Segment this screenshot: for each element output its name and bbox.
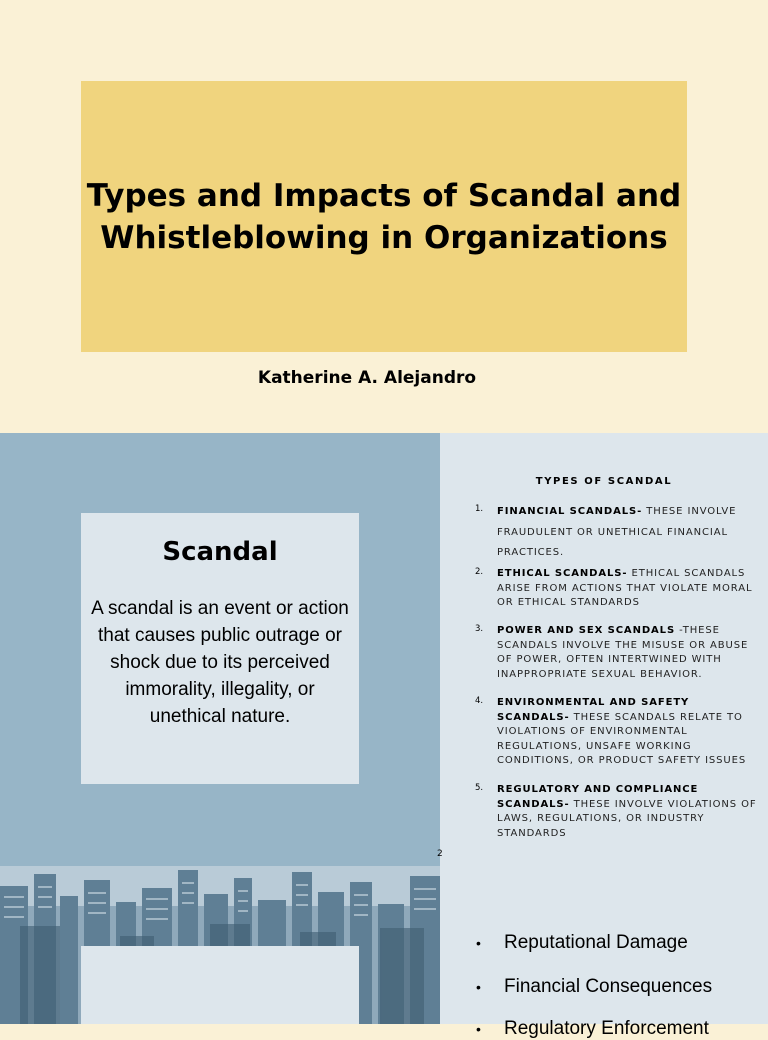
list-desc: -THESE SCANDALS INVOLVE THE MISUSE OR ABUSE OF POWER, OFTEN INTERTWINED WITH INAPPROPRIATE SEXUAL BEHAVIOR. (497, 625, 749, 680)
bullet-icon: • (476, 978, 481, 995)
list-number: 4. (475, 696, 484, 706)
scandal-definition: A scandal is an event or action that causes public outrage or shock due to its perceived immorality, illegality, or unethical nature. (91, 598, 349, 727)
bullet-text: Regulatory Enforcement (504, 1018, 709, 1039)
list-desc: ETHICAL SCANDALS ARISE FROM ACTIONS THAT VIOLATE MORAL OR ETHICAL STANDARDS (497, 568, 753, 608)
bullet-icon: • (476, 934, 481, 951)
scandal-slide (0, 433, 768, 866)
bullet-text: Reputational Damage (504, 932, 688, 953)
scandal-card (81, 513, 359, 784)
left-panel (0, 433, 440, 866)
list-number: 2. (475, 567, 484, 577)
bullet-text: Financial Consequences (504, 976, 713, 997)
list-label: ENVIRONMENTAL AND SAFETY SCANDALS- (497, 697, 690, 723)
list-desc: THESE SCANDALS RELATE TO VIOLATIONS OF ENVIRONMENTAL REGULATIONS, UNSAFE WORKING CONDITIONS, OR PRODUCT SAFETY ISSUES (497, 711, 747, 766)
types-heading: TYPES OF SCANDAL (535, 476, 673, 487)
city-skyline-photo (0, 866, 440, 1024)
bullet-icon: • (476, 1020, 481, 1037)
list-number: 3. (475, 624, 484, 634)
title-box (81, 81, 687, 352)
impacts-slide (0, 866, 768, 1039)
list-number: 5. (475, 783, 484, 793)
list-item (476, 932, 766, 954)
list-text (497, 624, 759, 682)
scandal-heading: Scandal (162, 537, 278, 567)
list-desc: THESE INVOLVE VIOLATIONS OF LAWS, REGULATIONS, OR INDUSTRY STANDARDS (497, 798, 757, 839)
list-item (476, 1018, 766, 1040)
list-label: ETHICAL SCANDALS- (497, 568, 628, 579)
impact-card (81, 946, 359, 1024)
list-number: 1. (475, 504, 484, 514)
author-name: Katherine A. Alejandro (257, 368, 477, 388)
list-text (497, 696, 759, 769)
list-label: FINANCIAL SCANDALS- (497, 506, 643, 517)
list-label: POWER AND SEX SCANDALS (497, 625, 676, 636)
title-slide (0, 0, 768, 433)
page-number: 2 (437, 849, 443, 859)
list-text (497, 783, 759, 841)
list-item (476, 976, 766, 998)
slide-title: Types and Impacts of Scandal and Whistleblowing in Organizations (86, 177, 682, 256)
list-text (497, 567, 759, 611)
list-desc: THESE INVOLVE FRAUDULENT OR UNETHICAL FINANCIAL PRACTICES. (497, 506, 737, 558)
list-label: REGULATORY AND COMPLIANCE SCANDALS- (497, 784, 699, 810)
list-text (497, 502, 759, 564)
